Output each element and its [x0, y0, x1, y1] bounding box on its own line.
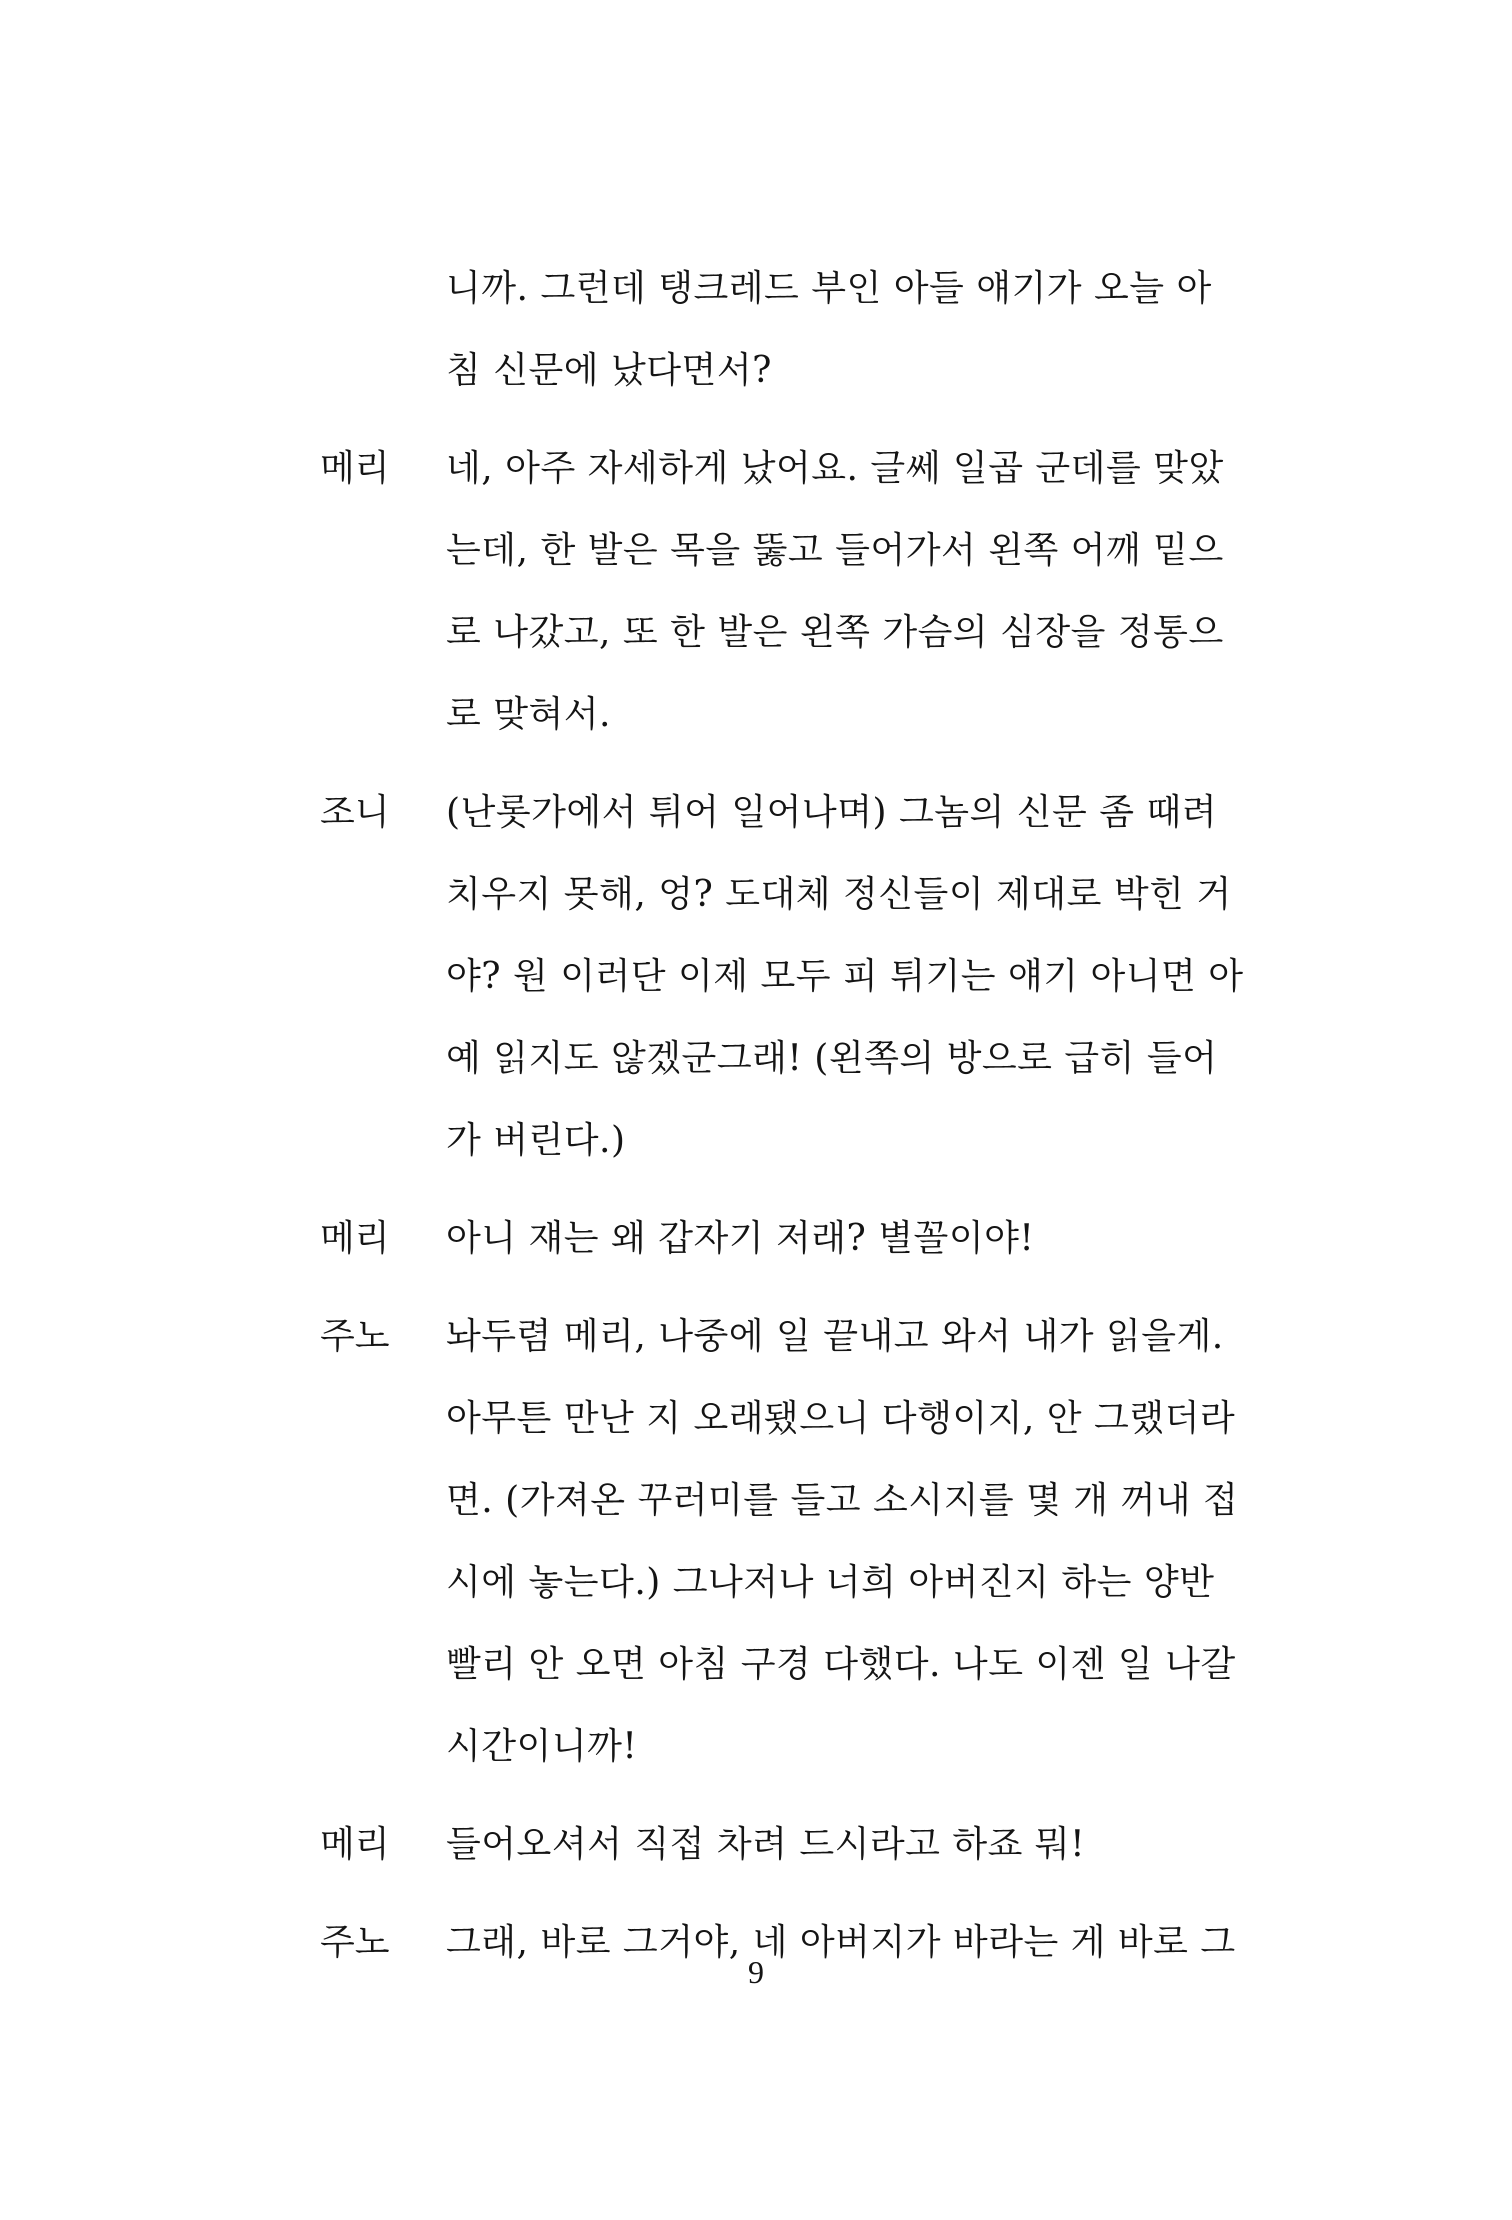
text-line: 니까. 그런데 탱크레드 부인 아들 얘기가 오늘 아	[446, 268, 1212, 309]
dialogue-text	[446, 1296, 1270, 1788]
text-line: 아무튼 만난 지 오래됐으니 다행이지, 안 그랬더라	[446, 1398, 1236, 1439]
dialogue-text	[446, 248, 1270, 412]
text-line: 로 맞혀서.	[446, 694, 611, 735]
speaker-name: 주노	[320, 1316, 390, 1357]
text-line: 시간이니까!	[446, 1726, 638, 1767]
text-line: 가 버린다.)	[446, 1120, 626, 1161]
text-line: 로 나갔고, 또 한 발은 왼쪽 가슴의 심장을 정통으	[446, 612, 1224, 653]
text-line: 빨리 안 오면 아침 구경 다했다. 나도 이젠 일 나갈	[446, 1644, 1236, 1685]
text-line: 네, 아주 자세하게 났어요. 글쎄 일곱 군데를 맞았	[446, 448, 1224, 489]
dialogue-entry	[320, 1804, 1270, 1886]
dialogue-text	[446, 772, 1270, 1182]
text-line: 놔두렴 메리, 나중에 일 끝내고 와서 내가 읽을게.	[446, 1316, 1224, 1357]
text-line: 예 읽지도 않겠군그래! (왼쪽의 방으로 급히 들어	[446, 1038, 1218, 1079]
dialogue-text	[446, 1198, 1270, 1280]
speaker-name: 조니	[320, 792, 390, 833]
dialogue-entry	[320, 1296, 1270, 1788]
text-line: (난롯가에서 튀어 일어나며) 그놈의 신문 좀 때려	[446, 792, 1217, 833]
page-number: 9	[748, 1954, 764, 1990]
text-line: 면. (가져온 꾸러미를 들고 소시지를 몇 개 꺼내 접	[446, 1480, 1239, 1521]
text-line: 시에 놓는다.) 그나저나 너희 아버진지 하는 양반	[446, 1562, 1215, 1603]
text-line: 침 신문에 났다면서?	[446, 350, 772, 391]
text-line: 는데, 한 발은 목을 뚫고 들어가서 왼쪽 어깨 밑으	[446, 530, 1224, 571]
text-line: 아니 쟤는 왜 갑자기 저래? 별꼴이야!	[446, 1218, 1035, 1259]
text-line: 치우지 못해, 엉? 도대체 정신들이 제대로 박힌 거	[446, 874, 1232, 915]
text-line: 야? 원 이러단 이제 모두 피 튀기는 얘기 아니면 아	[446, 956, 1244, 997]
dialogue-entry	[320, 428, 1270, 756]
text-line: 그래, 바로 그거야, 네 아버지가 바라는 게 바로 그	[446, 1922, 1236, 1963]
dialogue-text	[446, 1804, 1270, 1886]
speaker-name: 메리	[320, 448, 390, 489]
dialogue-entry	[320, 248, 1270, 412]
speaker-name: 주노	[320, 1922, 390, 1963]
text-line: 들어오셔서 직접 차려 드시라고 하죠 뭐!	[446, 1824, 1086, 1865]
play-script	[320, 248, 1270, 2000]
dialogue-entry	[320, 1198, 1270, 1280]
speaker-name: 메리	[320, 1218, 390, 1259]
dialogue-entry	[320, 772, 1270, 1182]
speaker-name: 메리	[320, 1824, 390, 1865]
dialogue-text	[446, 428, 1270, 756]
